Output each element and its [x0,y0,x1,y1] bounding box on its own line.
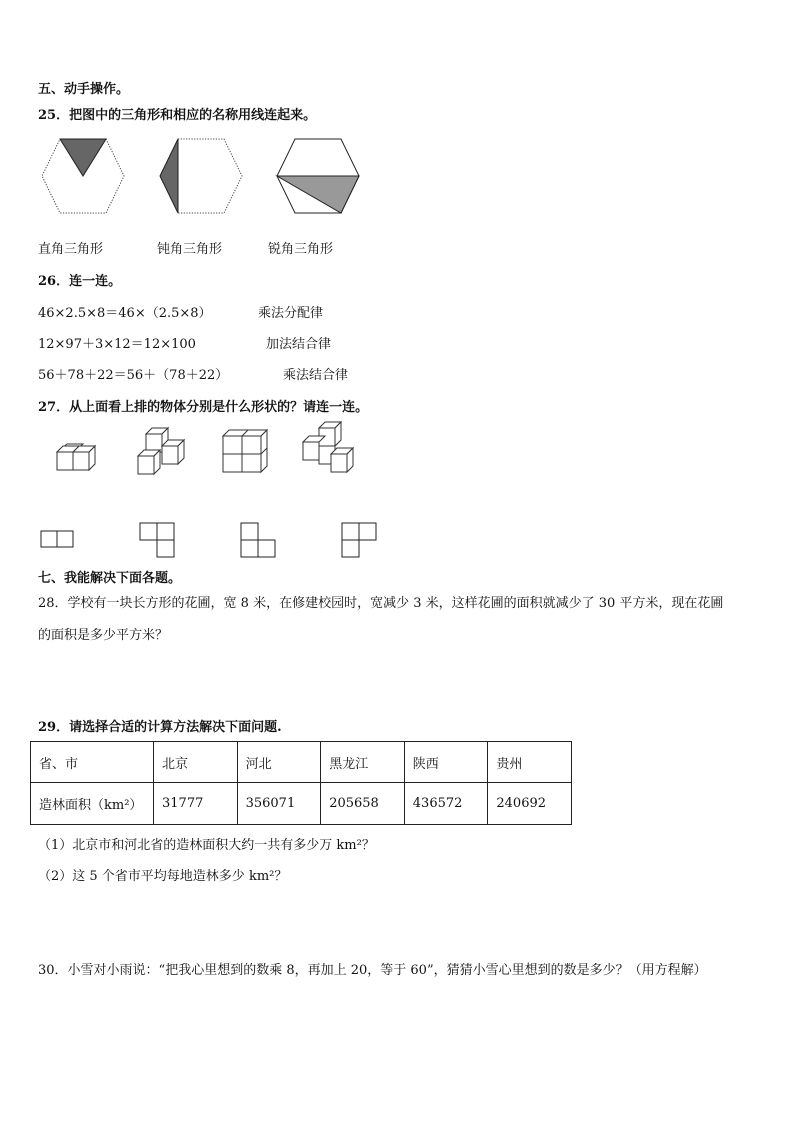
question-29-sub-1: （1）北京市和河北省的造林面积大约一共有多少万 km²？ [38,838,375,853]
question-28-line-2: 的面积是多少平方米？ [38,628,169,643]
hexagon-right-triangle-figure [38,137,128,217]
table-cell: 356071 [237,783,321,825]
table-cell: 北京 [154,742,238,783]
table-cell: 陕西 [404,742,488,783]
table-row [31,742,572,783]
question-26-text: 26．连一连。 [38,274,122,289]
cube-object-4 [301,420,355,476]
label-right-triangle: 直角三角形 [38,242,104,257]
equation-3: 56＋78＋22＝56＋（78＋22） [38,368,229,383]
top-view-shape-1 [40,530,76,550]
forest-area-table [30,741,572,825]
label-acute-triangle: 锐角三角形 [268,242,334,257]
top-view-shape-4 [341,522,379,560]
question-29-text: 29．请选择合适的计算方法解决下面问题. [38,720,282,735]
question-28-line-1: 28．学校有一块长方形的花圃，宽 8 米，在修建校园时，宽减少 3 米，这样花圃的面积就减少了 30 平方米，现在花圃 [38,596,724,611]
label-obtuse-triangle: 钝角三角形 [157,242,223,257]
table-cell: 造林面积（km²） [31,783,154,825]
table-cell: 黑龙江 [321,742,405,783]
table-row [31,783,572,825]
question-29-sub-2: （2）这 5 个省市平均每地造林多少 km²？ [38,869,288,884]
hexagon-obtuse-triangle-figure [156,137,246,217]
hexagon-acute-triangle-figure [273,137,363,217]
question-27-text: 27．从上面看上排的物体分别是什么形状的？请连一连。 [38,400,369,415]
law-label-2: 加法结合律 [266,337,332,352]
table-cell: 436572 [404,783,488,825]
table-cell: 贵州 [488,742,572,783]
equation-2: 12×97＋3×12＝12×100 [38,337,196,352]
cube-object-1 [55,442,105,474]
table-cell: 省、市 [31,742,154,783]
law-label-1: 乘法分配律 [258,306,324,321]
top-view-shape-2 [139,522,177,560]
table-cell: 河北 [237,742,321,783]
top-view-shape-3 [240,522,278,560]
section-heading-5: 五、动手操作。 [38,82,130,97]
cube-object-3 [221,428,271,474]
law-label-3: 乘法结合律 [283,368,349,383]
cube-object-2 [136,426,188,476]
table-cell: 205658 [321,783,405,825]
question-25-text: 25．把图中的三角形和相应的名称用线连起来。 [38,108,317,123]
table-cell: 240692 [488,783,572,825]
equation-1: 46×2.5×8＝46×（2.5×8） [38,306,212,321]
table-cell: 31777 [154,783,238,825]
question-30-text: 30．小雪对小雨说：“把我心里想到的数乘 8，再加上 20，等于 60”，猜猜小雪心里想到的数是多少？（用方程解） [38,963,707,978]
section-heading-7: 七、我能解决下面各题。 [38,571,182,586]
